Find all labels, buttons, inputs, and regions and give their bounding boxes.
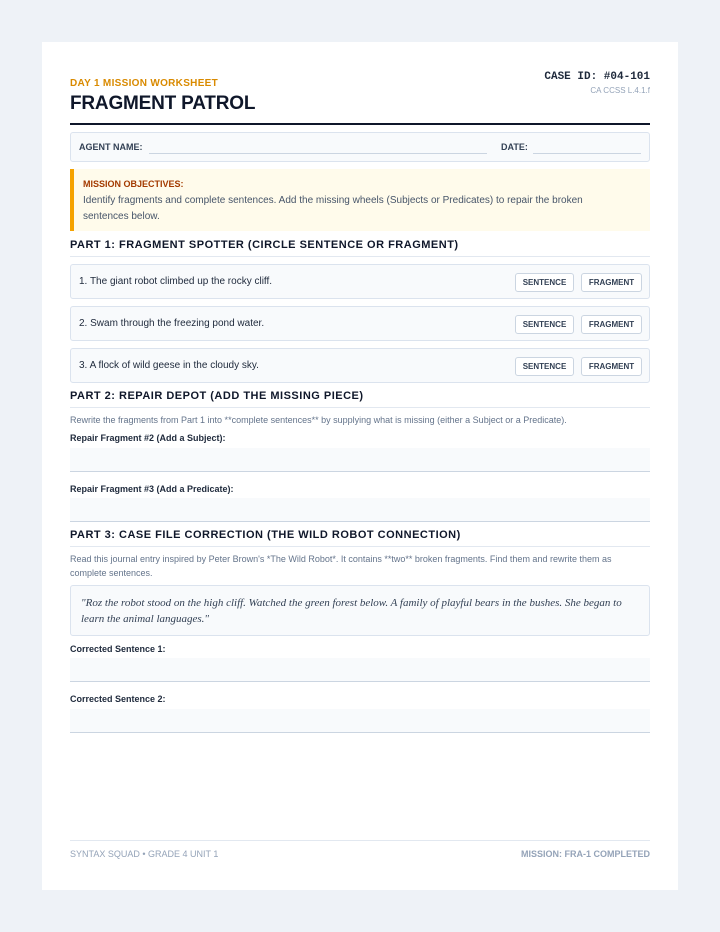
part2-instructions: Rewrite the fragments from Part 1 into **complete sentences** by supplying what is missing (either a Subject or a Predicate). [70,415,567,425]
mission-objectives-box [70,169,650,231]
fragment-button[interactable]: FRAGMENT [581,357,642,376]
corrected-sentence-2-answer[interactable] [70,709,650,733]
repair-predicate-label: Repair Fragment #3 (Add a Predicate): [70,484,234,494]
date-label: DATE: [501,142,528,152]
standard-code: CA CCSS L.4.1.f [590,86,650,95]
footer-mission-status: MISSION: FRA-1 COMPLETED [520,849,650,859]
corrected-sentence-1-label: Corrected Sentence 1: [70,644,166,654]
fragment-text: 2. Swam through the freezing pond water. [79,318,265,329]
corrected-sentence-2-label: Corrected Sentence 2: [70,694,166,704]
case-id: CASE ID: #04-101 [544,71,650,83]
title-divider [70,123,650,125]
agent-info-box [70,132,650,162]
fragment-button[interactable]: FRAGMENT [581,315,642,334]
objectives-text: Identify fragments and complete sentences. Add the missing wheels (Subjects or Predicates) to repair the broken sentences below. [83,195,583,222]
part1-heading: PART 1: FRAGMENT SPOTTER (CIRCLE SENTENCE OR FRAGMENT) [70,239,650,257]
corrected-sentence-1-answer[interactable] [70,658,650,682]
fragment-text: 1. The giant robot climbed up the rocky cliff. [79,276,273,287]
sentence-button[interactable]: SENTENCE [515,315,574,334]
sentence-button[interactable]: SENTENCE [515,357,574,376]
fragment-button[interactable]: FRAGMENT [581,273,642,292]
sentence-button[interactable]: SENTENCE [515,273,574,292]
agent-name-field[interactable] [149,153,487,154]
worksheet-page [42,42,678,890]
part3-heading: PART 3: CASE FILE CORRECTION (THE WILD ROBOT CONNECTION) [70,529,650,547]
fragment-row-1 [70,264,650,299]
page-title: FRAGMENT PATROL [70,93,256,114]
worksheet-kicker: DAY 1 MISSION WORKSHEET [70,78,219,89]
repair-predicate-answer[interactable] [70,498,650,522]
objectives-title: MISSION OBJECTIVES: [83,179,184,189]
fragment-text: 3. A flock of wild geese in the cloudy sky. [79,360,259,371]
repair-subject-answer[interactable] [70,448,650,472]
part2-heading: PART 2: REPAIR DEPOT (ADD THE MISSING PIECE) [70,390,650,408]
journal-entry-text: "Roz the robot stood on the high cliff. Watched the green forest below. A family of playful bears in the bushes. She began to learn the animal languages." [81,597,622,625]
footer-series: SYNTAX SQUAD • GRADE 4 UNIT 1 [70,849,219,859]
date-field[interactable] [533,153,641,154]
agent-name-label: AGENT NAME: [79,142,143,152]
footer-divider [70,840,650,841]
repair-subject-label: Repair Fragment #2 (Add a Subject): [70,433,226,443]
fragment-row-3 [70,348,650,383]
journal-entry-box [70,585,650,636]
fragment-row-2 [70,306,650,341]
part3-instructions: Read this journal entry inspired by Peter Brown's *The Wild Robot*. It contains **two** broken fragments. Find them and rewrite them as complete sentences. [70,554,612,578]
